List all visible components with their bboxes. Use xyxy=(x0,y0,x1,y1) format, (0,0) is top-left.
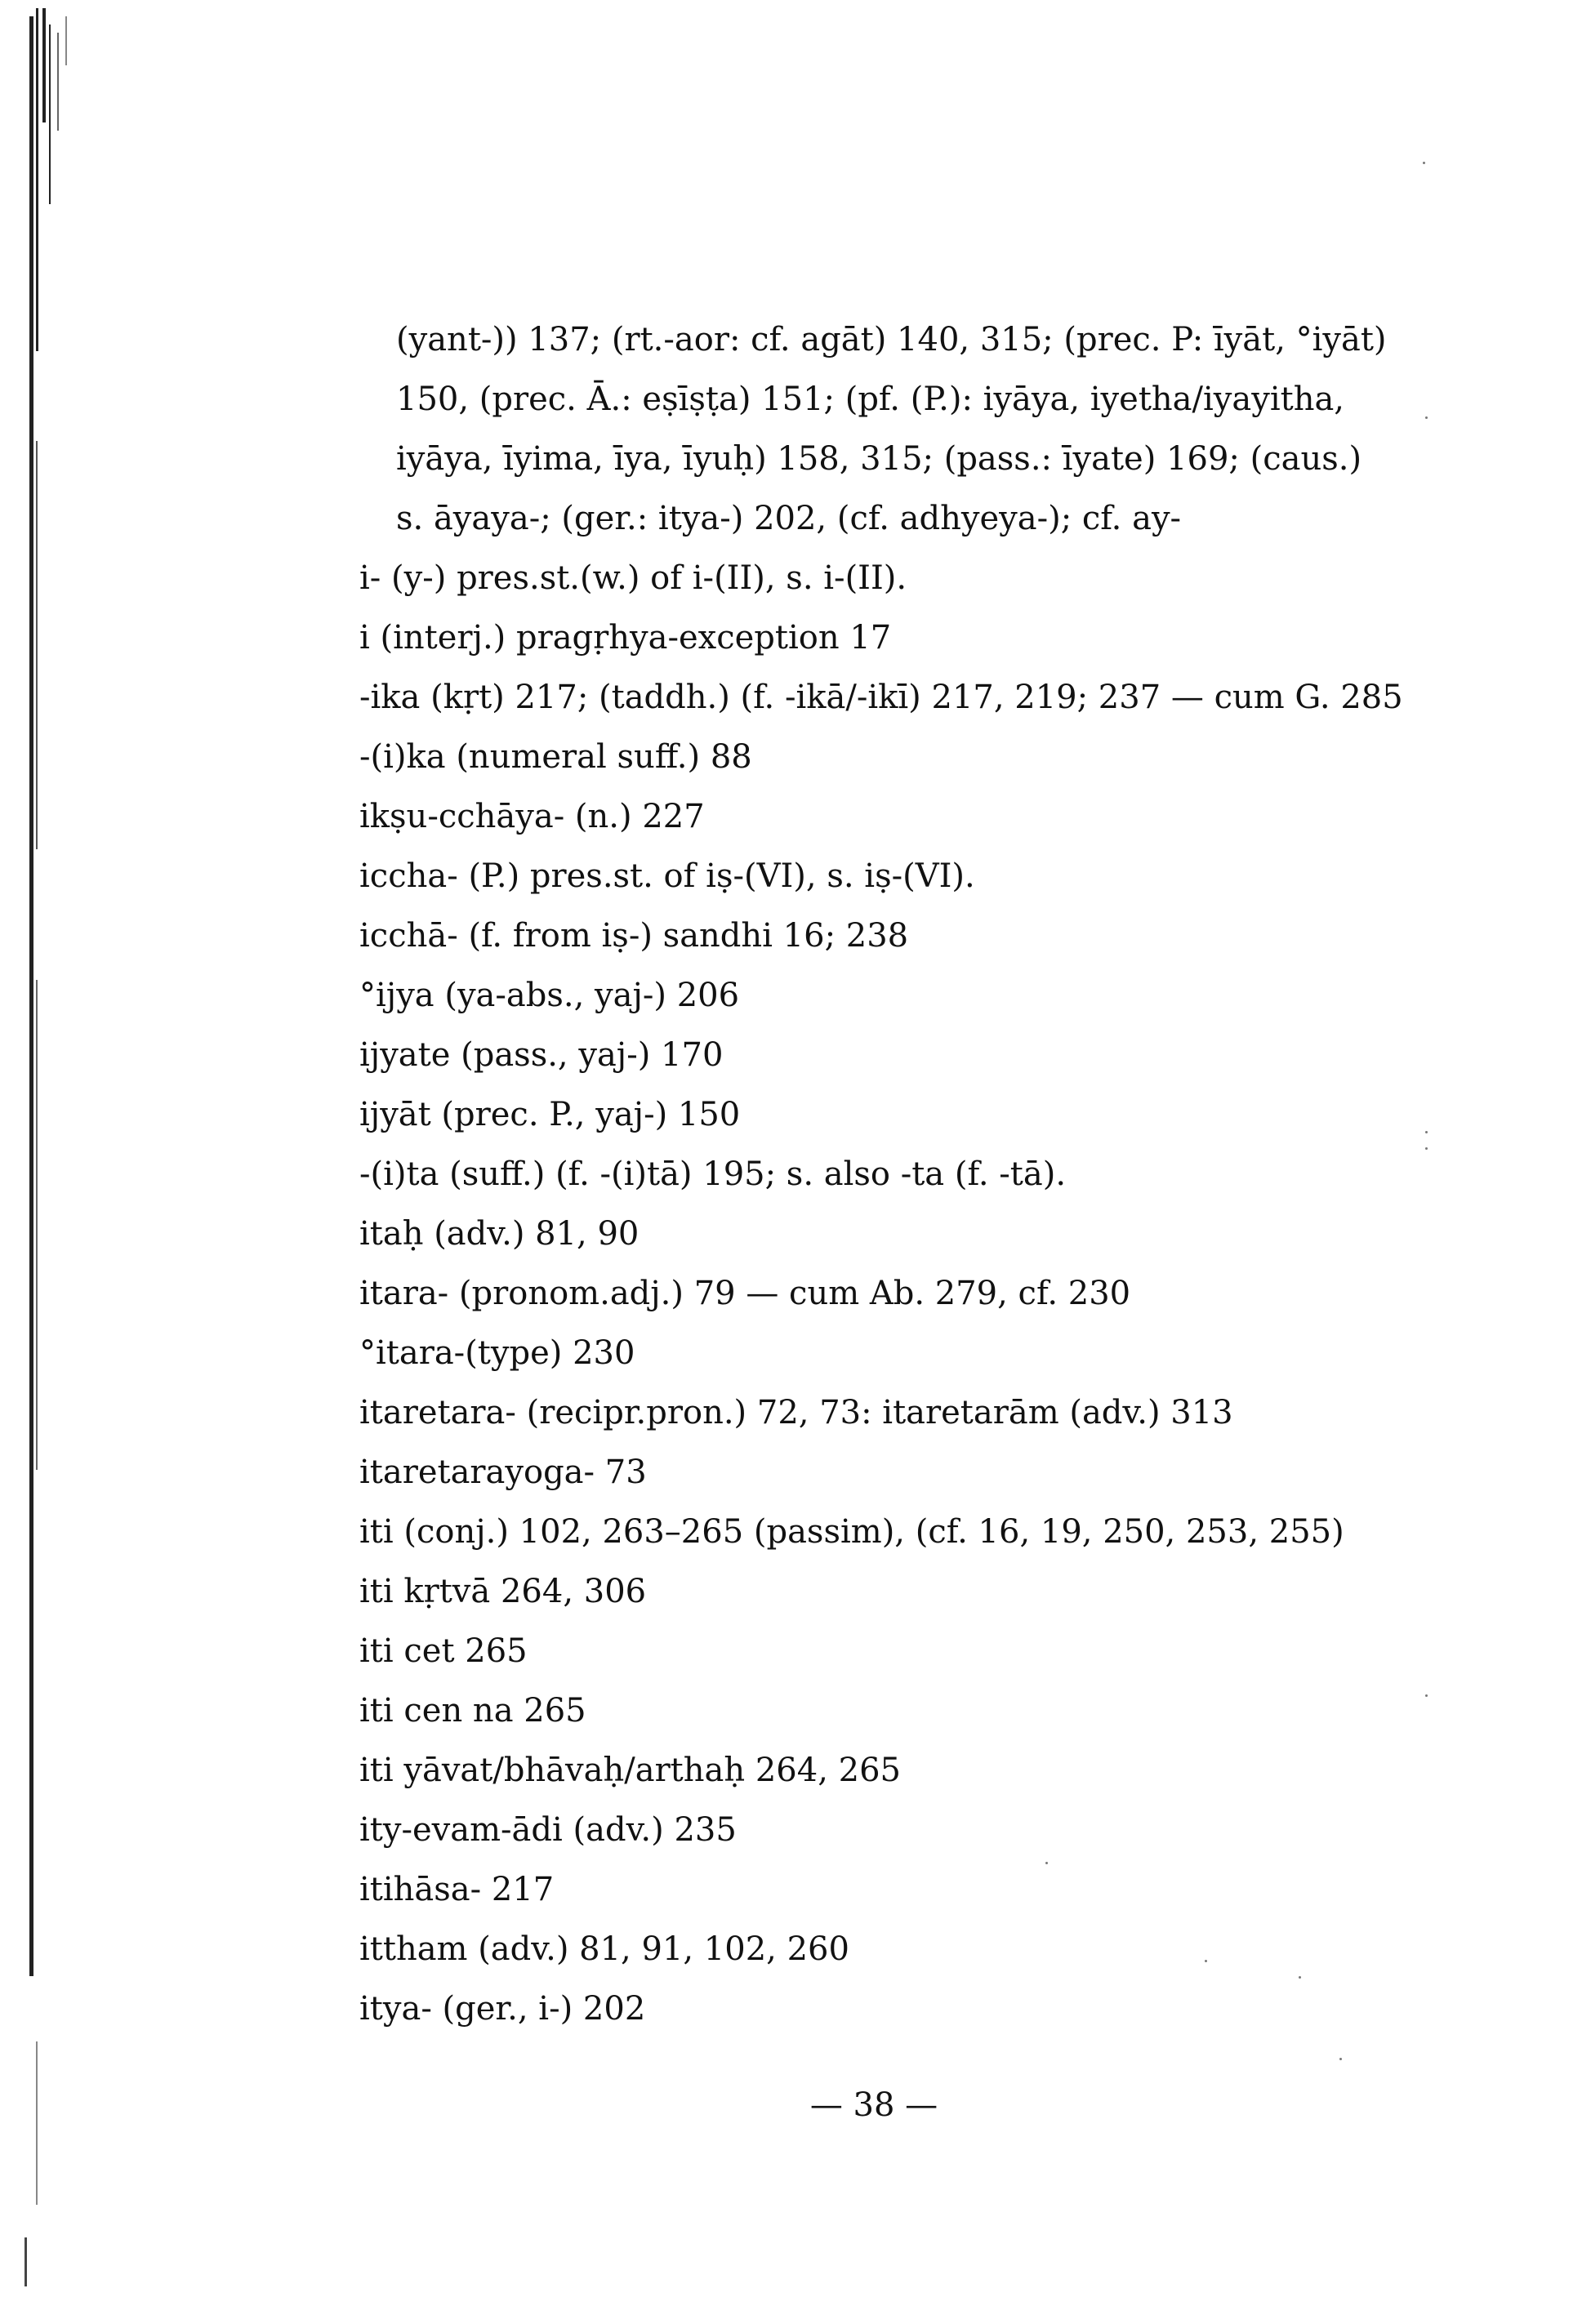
index-entry: iti cen na 265 xyxy=(359,1692,586,1730)
scan-speck xyxy=(1425,1694,1428,1697)
index-entry: °itara-(type) 230 xyxy=(359,1334,635,1372)
index-entry-continuation: s. āyaya-; (ger.: itya-) 202, (cf. adhyeya-); cf. ay- xyxy=(396,500,1182,537)
index-entry: iti cet 265 xyxy=(359,1632,528,1670)
index-entry: icchā- (f. from iṣ-) sandhi 16; 238 xyxy=(359,917,909,955)
index-entry: ijyāt (prec. P., yaj-) 150 xyxy=(359,1096,741,1133)
index-entry: ikṣu-cchāya- (n.) 227 xyxy=(359,798,705,835)
index-entry: -(i)ka (numeral suff.) 88 xyxy=(359,738,752,776)
index-entry-continuation: iyāya, īyima, īya, īyuḥ) 158, 315; (pass.: īyate) 169; (caus.) xyxy=(396,440,1362,478)
index-entry: iti (conj.) 102, 263–265 (passim), (cf. 16, 19, 250, 253, 255) xyxy=(359,1513,1344,1551)
index-entry: itara- (pronom.adj.) 79 — cum Ab. 279, cf. 230 xyxy=(359,1275,1131,1312)
scan-speck xyxy=(1423,162,1425,164)
index-entry: iccha- (P.) pres.st. of iṣ-(VI), s. iṣ-(VI). xyxy=(359,857,975,895)
index-entry: itaretarayoga- 73 xyxy=(359,1454,647,1491)
index-entry-continuation: (yant-)) 137; (rt.-aor: cf. agāt) 140, 315; (prec. P: īyāt, °iyāt) xyxy=(396,321,1387,358)
index-entry: itaretara- (recipr.pron.) 72, 73: itaretarām (adv.) 313 xyxy=(359,1394,1233,1431)
index-entry: itihāsa- 217 xyxy=(359,1871,555,1908)
index-entry-continuation: 150, (prec. Ā.: eṣīṣṭa) 151; (pf. (P.): iyāya, iyetha/iyayitha, xyxy=(396,381,1345,418)
index-entry: -ika (kṛt) 217; (taddh.) (f. -ikā/-ikī) 217, 219; 237 — cum G. 285 xyxy=(359,679,1403,716)
index-entry: i- (y-) pres.st.(w.) of i-(II), s. i-(II). xyxy=(359,559,907,597)
index-entry: -(i)ta (suff.) (f. -(i)tā) 195; s. also -ta (f. -tā). xyxy=(359,1155,1067,1193)
scan-speck xyxy=(1425,416,1428,419)
page-number: — 38 — xyxy=(809,2086,938,2124)
scan-speck xyxy=(1425,1147,1428,1150)
index-page xyxy=(359,310,1454,2039)
binding-edge xyxy=(25,0,74,2324)
index-entry: °ijya (ya-abs., yaj-) 206 xyxy=(359,977,740,1014)
index-entry: ijyate (pass., yaj-) 170 xyxy=(359,1036,724,1074)
scan-speck xyxy=(1299,1976,1301,1979)
index-entry: itaḥ (adv.) 81, 90 xyxy=(359,1215,640,1253)
index-entry: ity-evam-ādi (adv.) 235 xyxy=(359,1811,737,1849)
index-entry: i (interj.) pragṛhya-exception 17 xyxy=(359,619,892,657)
scan-speck xyxy=(1045,1862,1048,1864)
scan-speck xyxy=(1425,1131,1428,1133)
scan-speck xyxy=(1205,1960,1207,1962)
index-entry: itya- (ger., i-) 202 xyxy=(359,1990,646,2028)
scan-speck xyxy=(1339,2058,1342,2060)
index-entry: iti kṛtvā 264, 306 xyxy=(359,1573,647,1610)
index-entry: ittham (adv.) 81, 91, 102, 260 xyxy=(359,1930,849,1968)
index-entry: iti yāvat/bhāvaḥ/arthaḥ 264, 265 xyxy=(359,1752,901,1789)
